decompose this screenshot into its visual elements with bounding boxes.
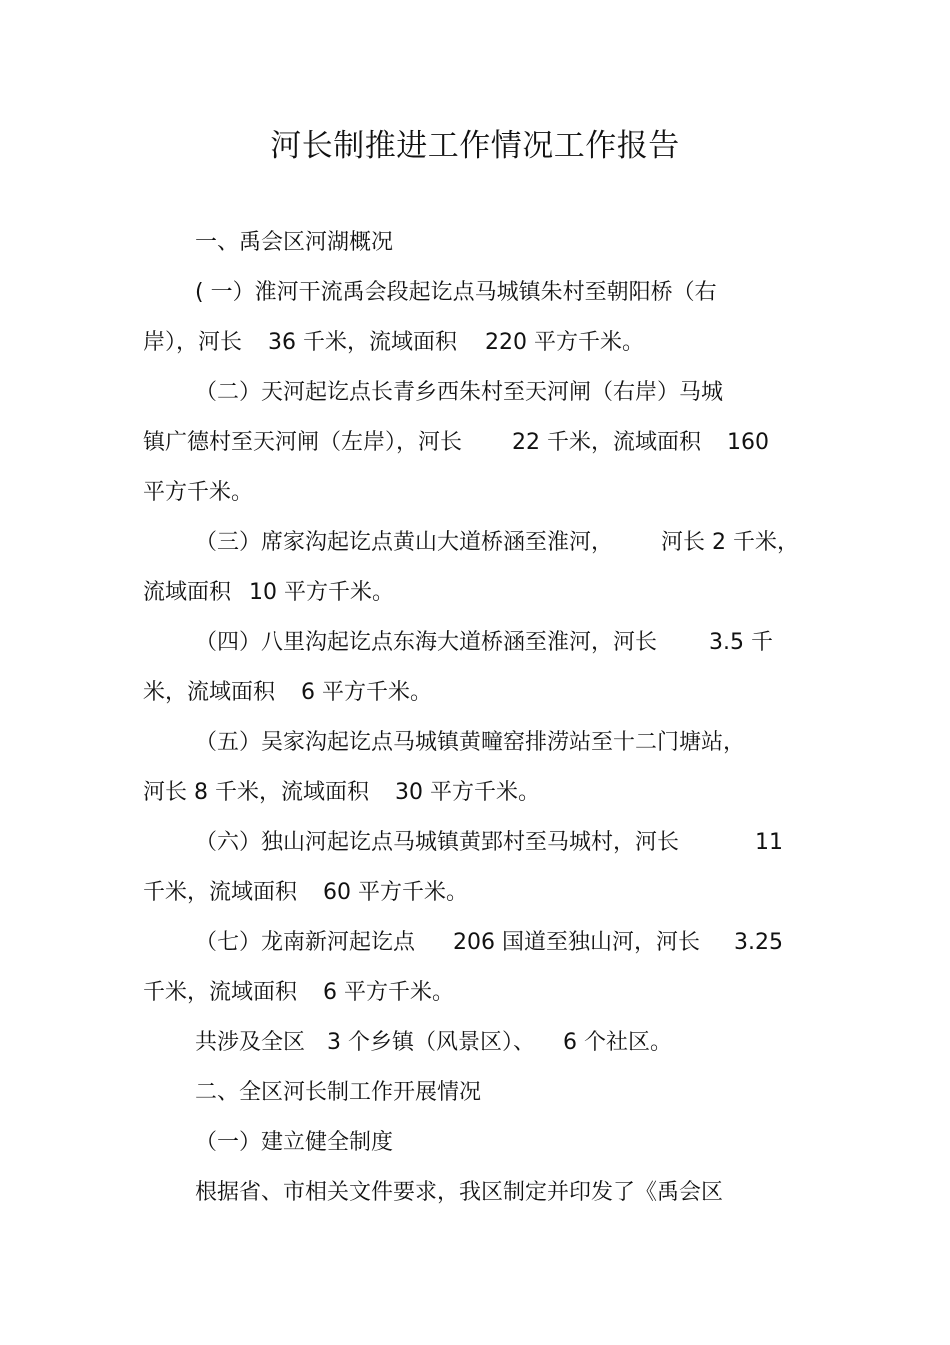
text-span: 千米，流域面积 [143,980,298,1005]
paragraph-2-line-3: 平方千米。 [143,480,254,505]
text-span: 共涉及全区 [195,1030,306,1055]
text-span: 米，流域面积 [143,680,276,705]
text-span: 3 个乡镇（风景区）、 [327,1030,536,1055]
text-span: 镇广德村至天河闸（左岸），河长 [143,430,463,455]
text-span: 10 平方千米。 [249,580,395,605]
subsection-heading: （一）建立健全制度 [195,1130,394,1155]
text-span: （三）席家沟起讫点黄山大道桥涵至淮河， [195,530,614,555]
text-span: 11 [755,830,784,855]
text-span: （六）独山河起讫点马城镇黄郢村至马城村，河长 [195,830,680,855]
paragraph-2-line-2 [143,428,769,458]
document-title: 河长制推进工作情况工作报告 [270,128,680,164]
text-span: （七）龙南新河起讫点 [195,930,416,955]
paragraph-5-line-2 [143,778,540,808]
section-heading-2: 二、全区河长制工作开展情况 [195,1080,482,1105]
paragraph-1-line-1: ( 一）淮河干流禹会段起讫点马城镇朱村至朝阳桥（右 [195,280,717,305]
paragraph-4-line-2 [143,678,432,708]
text-span: 岸），河长 [143,330,243,355]
paragraph-7-line-1 [195,928,783,958]
paragraph-3-line-2 [143,578,394,608]
text-span: 千米，流域面积 [143,880,298,905]
paragraph-8-line-1: 根据省、市相关文件要求，我区制定并印发了《禹会区 [195,1180,724,1205]
text-span: 流域面积 [143,580,232,605]
text-span: 36 千米，流域面积 [268,330,458,355]
text-span: 220 平方千米。 [485,330,645,355]
summary-line [195,1028,672,1058]
text-span: 206 国道至独山河，河长 [453,930,701,955]
paragraph-7-line-2 [143,978,454,1008]
text-span: 河长 2 千米， [661,530,799,555]
text-span: 22 千米，流域面积 [512,430,702,455]
text-span: 6 个社区。 [563,1030,673,1055]
text-span: 160 [727,430,770,455]
text-span: 60 平方千米。 [323,880,469,905]
text-span: 30 平方千米。 [394,780,540,805]
paragraph-1-line-2 [143,328,644,358]
paragraph-4-line-1 [195,628,773,658]
text-span: 3.25 [734,930,783,955]
paragraph-6-line-1 [195,828,783,858]
text-span: 3.5 千 [709,630,773,655]
text-span: 河长 8 千米，流域面积 [143,780,369,805]
paragraph-2-line-1: （二）天河起讫点长青乡西朱村至天河闸（右岸）马城 [195,380,724,405]
paragraph-3-line-1 [195,528,799,558]
paragraph-6-line-2 [143,878,468,908]
text-span: 6 平方千米。 [323,980,455,1005]
paragraph-5-line-1: （五）吴家沟起讫点马城镇黄疃窑排涝站至十二门塘站， [195,730,746,755]
text-span: （四）八里沟起讫点东海大道桥涵至淮河，河长 [195,630,658,655]
section-heading-1: 一、禹会区河湖概况 [195,230,394,255]
text-span: 6 平方千米。 [301,680,433,705]
